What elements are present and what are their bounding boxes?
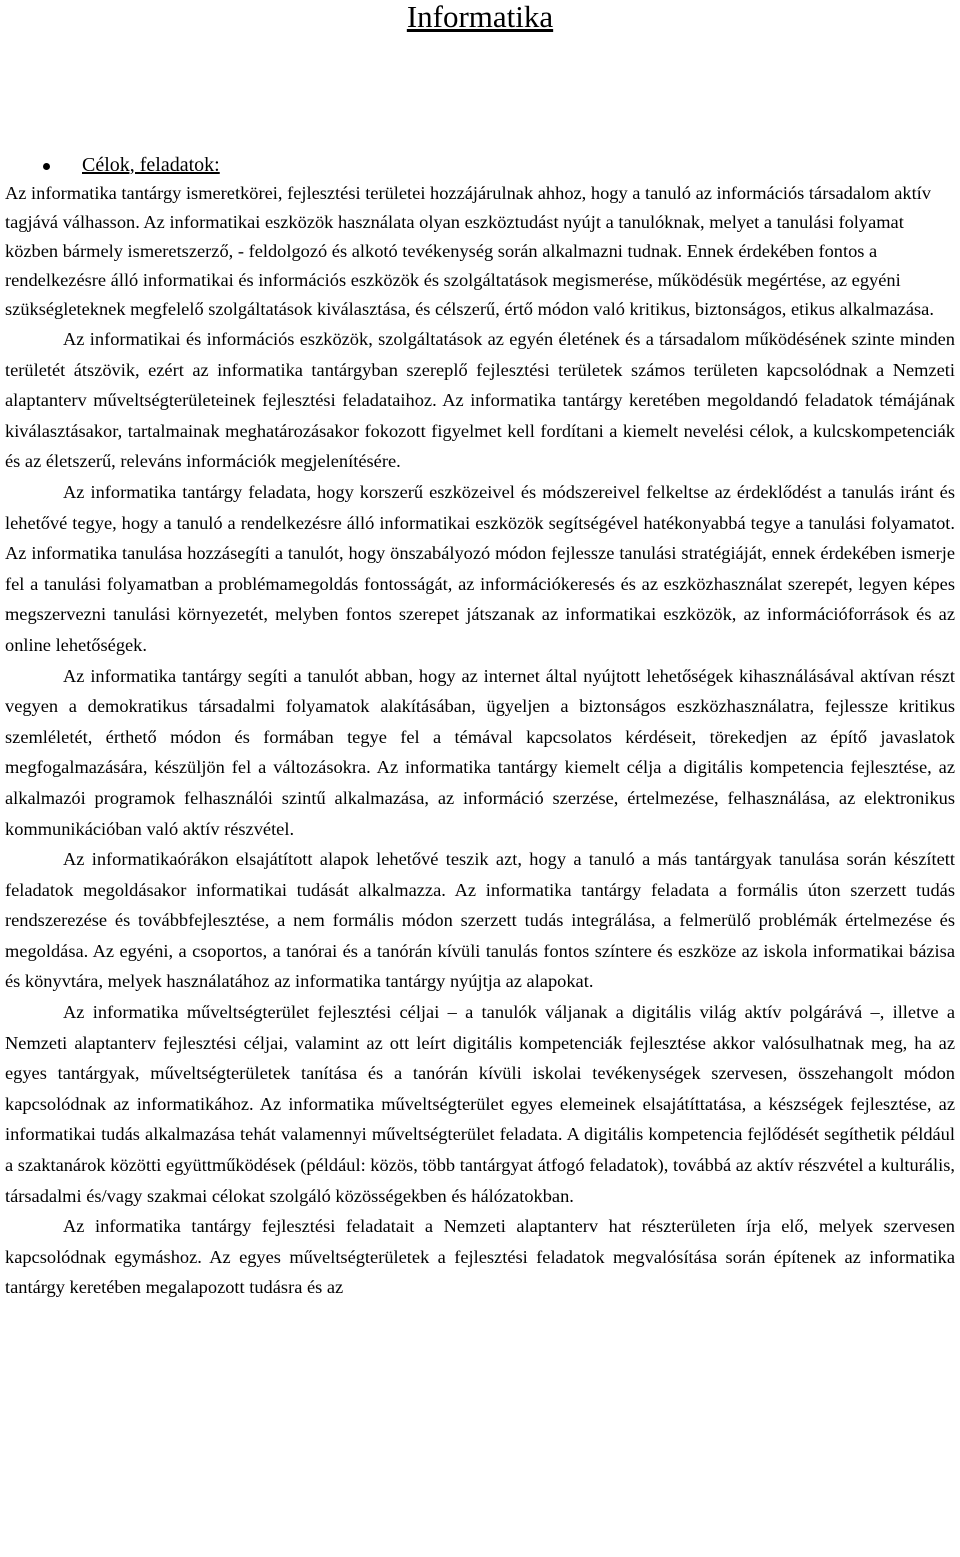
document-page <box>5 0 955 1303</box>
paragraph-6: Az informatika műveltségterület fejlesztési céljai – a tanulók váljanak a digitális világ aktív polgárává –, illetve a Nemzeti alaptanterv fejlesztési céljai, valamint az ott leírt digitális kompetenciák fejlesztése akkor valósulhatnak meg, ha az egyes tantárgyak, műveltségterületek tanítása és a tanórán kívüli iskolai tevékenységek szervesen, összehangolt módon kapcsolódnak az informatikához. Az informatika műveltségterület egyes elemeinek elsajátíttatása, a készségek fejlesztése, az informatikai tudás alkalmazása tehát valamennyi műveltségterület feladata. A digitális kompetencia fejlődését segíthetik például a szaktanárok közötti együttműködések (például: közös, több tantárgyat átfogó feladatok), továbbá az aktív részvétel a kulturális, társadalmi és/vagy szakmai célokat szolgáló közösségekben és hálózatokban. <box>5 1002 955 1206</box>
paragraph-4: Az informatika tantárgy segíti a tanulót abban, hogy az internet által nyújtott lehetőségek kihasználásával aktívan részt vegyen a demokratikus társadalmi folyamatok alakításában, ügyeljen a biztonságos eszközhasználatra, fejlessze kritikus szemléletét, érthető módon és formában tegye fel a témával kapcsolatos kérdéseit, törekedjen az építő javaslatok megfogalmazására, készüljön fel a változásokra. Az informatika tantárgy kiemelt célja a digitális kompetencia fejlesztése, az alkalmazói programok felhasználói szintű alkalmazása, az információ szerzése, értelmezése, felhasználása, az elektronikus kommunikációban való aktív részvétel. <box>5 665 955 839</box>
section-heading: Célok, feladatok: <box>82 153 220 176</box>
page-title: Informatika <box>406 0 554 34</box>
paragraph-5: Az informatikaórákon elsajátított alapok lehetővé teszik azt, hogy a tanuló a más tantárgyak tanulása során készített feladatok megoldásakor informatikai tudását alkalmazza. Az informatika tantárgy feladata a formális úton szerzett tudás rendszerezése és továbbfejlesztése, a nem formális módon szerzett tudás integrálása, a felmerülő problémák értelmezése és megoldása. Az egyéni, a csoportos, a tanórai és a tanórán kívüli tanulás fontos színtere és eszköze az iskola informatikai bázisa és könyvtára, melyek használatához az informatika tantárgy nyújtja az alapokat. <box>5 849 955 992</box>
paragraph-3: Az informatika tantárgy feladata, hogy korszerű eszközeivel és módszereivel felkeltse az érdeklődést a tanulás iránt és lehetővé tegye, hogy a tanuló a rendelkezésre álló informatikai eszközök segítségével hatékonyabbá tegye a tanulási folyamatot. Az informatika tanulása hozzásegíti a tanulót, hogy önszabályozó módon fejlessze tanulási stratégiáját, ennek érdekében ismerje fel a tanulási folyamatban a problémamegoldás fontosságát, az információkeresés és az eszközhasználat szerepét, legyen képes megszervezni tanulási környezetét, melyben fontos szerepet játszanak az informatikai eszközök, az információforrások és az online lehetőségek. <box>5 481 955 655</box>
bullet-icon <box>43 163 50 170</box>
body-text <box>5 179 955 1303</box>
section-heading-row <box>5 151 955 179</box>
paragraph-1: Az informatika tantárgy ismeretkörei, fejlesztési területei hozzájárulnak ahhoz, hogy a tanuló az információs társadalom aktív tagjává válhasson. Az informatikai eszközök használata olyan eszköztudást nyújt a tanulóknak, melyet a tanulási folyamat közben bármely ismeretszerző, - feldolgozó és alkotó tevékenység során alkalmazni tudnak. Ennek érdekében fontos a rendelkezésre álló informatikai és információs eszközök és szolgáltatások megismerése, működésük megértése, az egyéni szükségleteknek megfelelő szolgáltatások kiválasztása, és célszerű, értő módon való kritikus, biztonságos, etikus alkalmazása. <box>5 183 934 319</box>
paragraph-2: Az informatikai és információs eszközök, szolgáltatások az egyén életének és a társadalom működésének szinte minden területét átszövik, ezért az informatika tantárgyban szereplő fejlesztési területek számos területen kapcsolódnak a Nemzeti alaptanterv műveltségterületeinek fejlesztési feladataihoz. Az informatika tantárgy keretében megoldandó feladatok témájának kiválasztásakor, tartalmainak meghatározásakor fokozott figyelmet kell fordítani a kiemelt nevelési célok, a kulcskompetenciák és az életszerű, releváns információk megjelenítésére. <box>5 329 955 472</box>
paragraph-7: Az informatika tantárgy fejlesztési feladatait a Nemzeti alaptanterv hat részterületen írja elő, melyek szervesen kapcsolódnak egymáshoz. Az egyes műveltségterületek a fejlesztési feladatok megvalósítása során építenek az informatika tantárgy keretében megalapozott tudásra és az <box>5 1216 955 1298</box>
goals-section <box>5 151 955 1303</box>
